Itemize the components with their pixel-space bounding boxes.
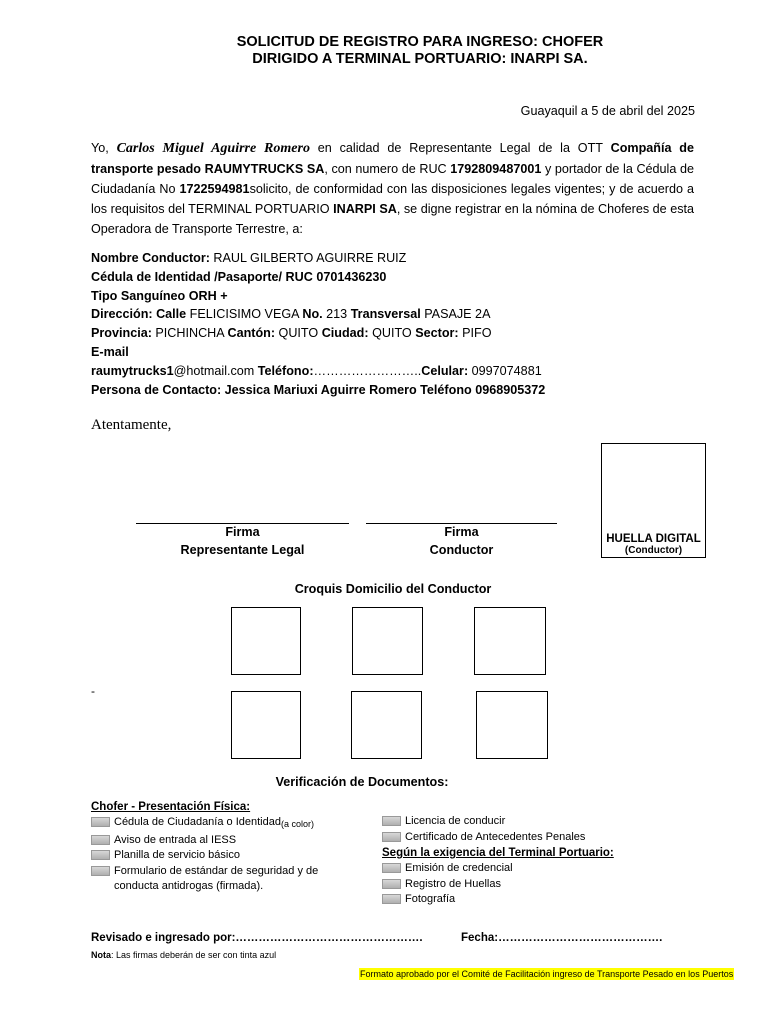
document-title	[0, 34, 768, 67]
cond-sign-line1: Firma	[444, 525, 479, 539]
intro-text-4: y portador de la Cédula de Ciudadanía No	[91, 162, 694, 196]
checklist-item-label: Licencia de conducir	[405, 815, 506, 827]
checkbox-icon[interactable]	[382, 863, 401, 873]
address-label: Dirección: Calle	[91, 307, 187, 321]
canton-value: QUITO	[275, 326, 322, 340]
email-domain: @hotmail.com	[173, 364, 258, 378]
checkbox-icon[interactable]	[382, 816, 401, 826]
representative-signature-label	[136, 523, 349, 559]
rep-sign-line1: Firma	[225, 525, 260, 539]
closing-text: Atentamente,	[91, 417, 172, 433]
checkbox-icon[interactable]	[91, 817, 110, 827]
checklist-item-continuation: conducta antidrogas (firmada).	[114, 880, 264, 893]
checklist-item[interactable]	[382, 892, 682, 908]
checklist-item-label: Fotografía	[405, 893, 456, 906]
checklist-item-label: Certificado de Antecedentes Penales	[405, 830, 586, 843]
intro-text-2: en calidad de Representante Legal de la OTT	[309, 141, 611, 155]
title-line-1: SOLICITUD DE REGISTRO PARA INGRESO: CHOFER	[236, 34, 604, 50]
checklist-item-label: Cédula de Ciudadanía o Identidad	[114, 816, 281, 828]
cond-sign-line2: Conductor	[429, 543, 494, 557]
intro-text-1: Yo,	[91, 141, 117, 155]
contact-person-line: Persona de Contacto: Jessica Mariuxi Aguirre Romero Teléfono 0968905372	[91, 383, 546, 397]
checklist-item-label: Planilla de servicio básico	[114, 849, 240, 862]
checkbox-icon[interactable]	[91, 850, 110, 860]
number-value: 213	[322, 307, 351, 321]
fingerprint-label-line2: (Conductor)	[624, 545, 683, 556]
fingerprint-label-line1: HUELLA DIGITAL	[606, 533, 701, 545]
left-checklist	[91, 799, 371, 895]
checkbox-icon[interactable]	[91, 835, 110, 845]
company-name: Compañía de transporte pesado RAUMYTRUCKS SA	[91, 141, 695, 176]
checklist-item-label: Aviso de entrada al IESS	[114, 833, 237, 846]
ruc-number: 1792809487001	[450, 162, 542, 176]
checklist-item[interactable]	[382, 830, 682, 846]
sketch-title: Croquis Domicilio del Conductor	[294, 582, 492, 596]
checklist-item[interactable]	[382, 814, 682, 830]
sector-value: PIFO	[458, 326, 492, 340]
date-line: Guayaquil a 5 de abril del 2025	[520, 104, 695, 118]
intro-text-3: , con numero de RUC	[324, 162, 451, 176]
mobile-label: Celular:	[421, 364, 469, 378]
checklist-item-note: (a color)	[280, 819, 314, 829]
reviewed-by-line: Revisado e ingresado por:………………………………………….	[91, 932, 423, 944]
checklist-item-label: Registro de Huellas	[405, 877, 501, 890]
checklist-item-label: Formulario de estándar de seguridad y de	[114, 864, 319, 877]
mobile-value: 0997074881	[468, 364, 542, 378]
sketch-box	[352, 607, 423, 675]
province-label: Provincia:	[91, 326, 152, 340]
sketch-box	[231, 607, 301, 675]
rep-sign-line2: Representante Legal	[180, 543, 305, 557]
checklist-item[interactable]	[91, 833, 371, 849]
blood-type-line: Tipo Sanguíneo ORH +	[91, 289, 228, 303]
transversal-label: Transversal	[350, 307, 421, 321]
note-text: : Las firmas deberán de ser con tinta azul	[111, 950, 277, 960]
sector-label: Sector:	[415, 326, 459, 340]
sketch-box	[474, 607, 546, 675]
dash-mark: -	[91, 684, 95, 698]
driver-id-line: Cédula de Identidad /Pasaporte/ RUC 0701436230	[91, 270, 387, 284]
city-label: Ciudad:	[321, 326, 369, 340]
checkbox-icon[interactable]	[91, 866, 110, 876]
city-value: QUITO	[368, 326, 416, 340]
note-label: Nota	[91, 950, 111, 960]
driver-name-line	[91, 251, 406, 265]
terminal-name: INARPI SA	[333, 202, 397, 216]
sketch-box	[231, 691, 301, 759]
title-line-2: DIRIGIDO A TERMINAL PORTUARIO: INARPI SA.	[252, 51, 588, 67]
phone-label: Teléfono:	[257, 364, 314, 378]
transversal-value: PASAJE 2A	[420, 307, 491, 321]
physical-docs-heading: Chofer - Presentación Física:	[91, 801, 251, 813]
fingerprint-box	[601, 443, 706, 558]
checklist-item[interactable]	[91, 848, 371, 864]
contact-numbers-line	[91, 364, 542, 378]
address-line	[91, 307, 490, 321]
sketch-box	[351, 691, 422, 759]
verification-title: Verificación de Documentos:	[275, 775, 449, 789]
date-field-line: Fecha:…………………………………….	[461, 932, 663, 944]
checkbox-icon[interactable]	[382, 879, 401, 889]
street-value: FELICISIMO VEGA	[186, 307, 303, 321]
driver-name-value: RAUL GILBERTO AGUIRRE RUIZ	[209, 251, 407, 265]
approval-footer: Formato aprobado por el Comité de Facilitación ingreso de Transporte Pesado en los Puertos	[360, 969, 734, 979]
intro-text-5: solicito, de conformidad con las disposiciones legales vigentes; y de acuerdo a los requisitos del TERMINAL PORTUARIO	[91, 182, 694, 216]
email-user: raumytrucks1	[91, 364, 174, 378]
right-checklist	[382, 814, 682, 908]
canton-label: Cantón:	[227, 326, 276, 340]
checklist-item[interactable]	[91, 815, 371, 833]
province-value: PICHINCHA	[151, 326, 228, 340]
phone-dots: ……………………..	[313, 364, 422, 378]
signature-note	[91, 950, 276, 960]
sketch-box	[476, 691, 548, 759]
driver-signature-label	[366, 523, 557, 559]
intro-paragraph	[91, 138, 694, 239]
checklist-item-label: Emisión de credencial	[405, 862, 513, 875]
intro-text-6: , se digne registrar en la nómina de Choferes de esta Operadora de Transporte Terrestre, a:	[91, 202, 695, 236]
checkbox-icon[interactable]	[382, 894, 401, 904]
cedula-number: 1722594981	[179, 182, 250, 196]
number-label: No.	[302, 307, 323, 321]
representative-name: Carlos Miguel Aguirre Romero	[116, 141, 310, 156]
driver-name-label: Nombre Conductor:	[91, 251, 210, 265]
checklist-item[interactable]	[382, 877, 682, 893]
checkbox-icon[interactable]	[382, 832, 401, 842]
location-line	[91, 326, 492, 340]
checklist-item[interactable]	[382, 861, 682, 877]
fingerprint-label	[602, 533, 705, 556]
terminal-requirements-heading: Según la exigencia del Terminal Portuario:	[382, 847, 614, 860]
email-label: E-mail	[91, 345, 129, 359]
checklist-item[interactable]	[91, 864, 371, 880]
